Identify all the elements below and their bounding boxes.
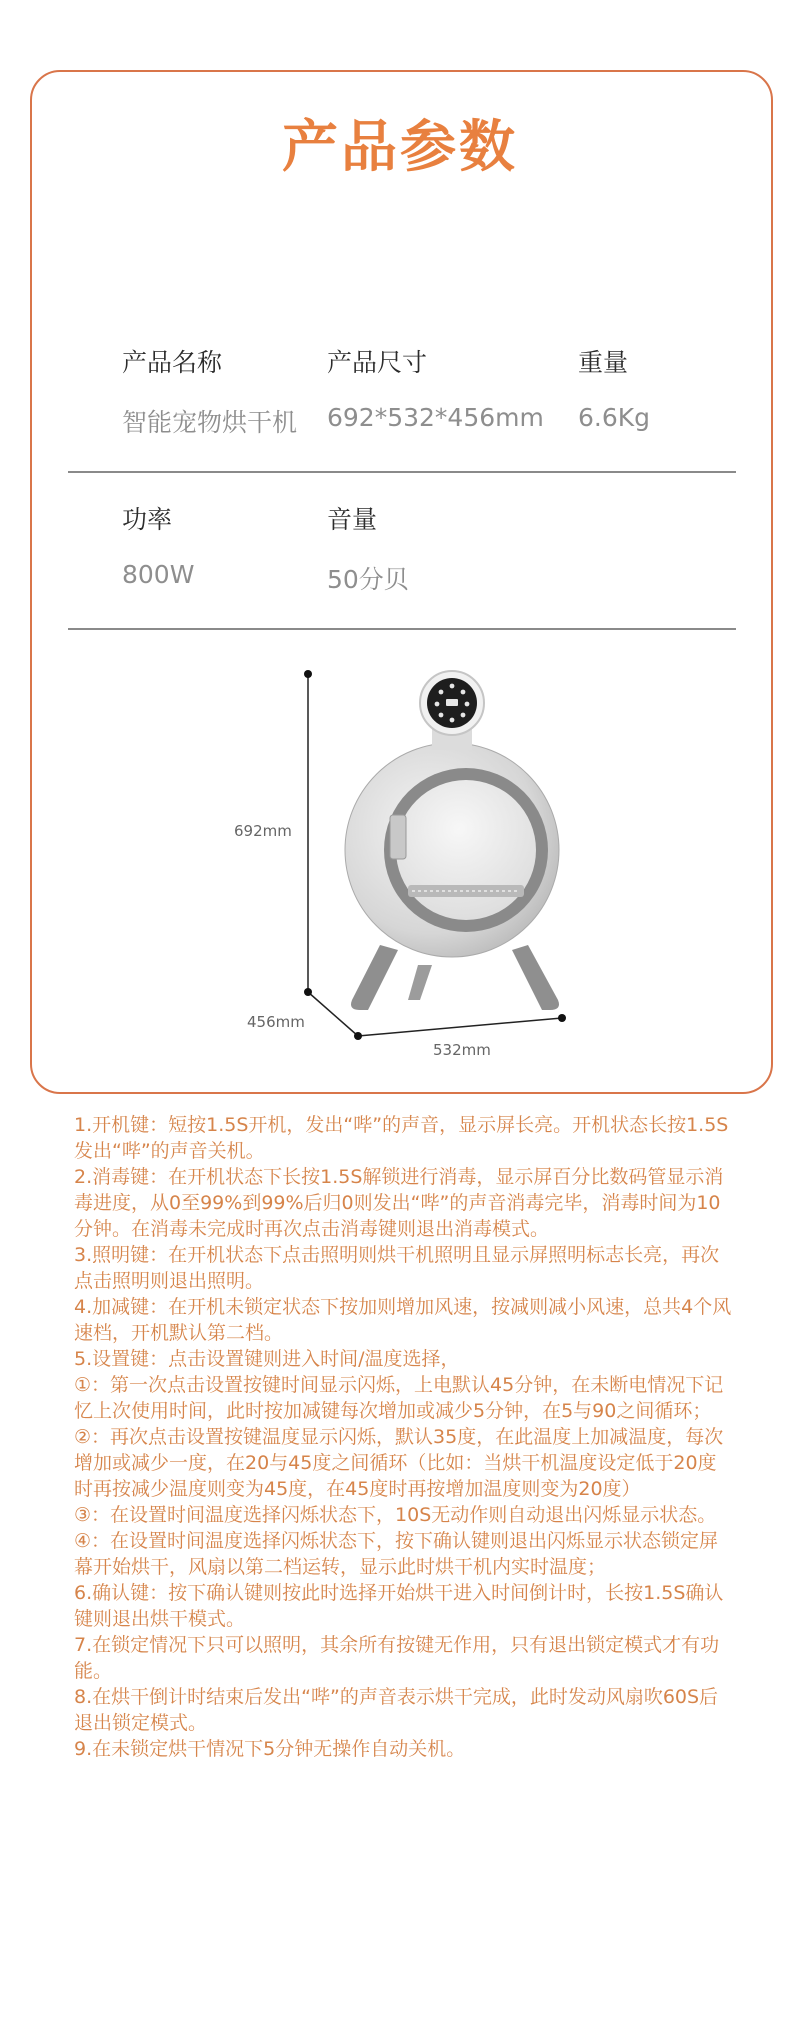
dimension-width-label: 532mm [433, 1041, 491, 1059]
spec-label: 音量 [327, 505, 378, 534]
page-title: 产品参数 [282, 115, 518, 180]
note-item: 4.加减键：在开机未锁定状态下按加则增加风速，按减则减小风速，总共4个风速档，开机默认第二档。 [74, 1296, 732, 1344]
spec-value: 6.6Kg [578, 403, 651, 432]
dimension-depth-label: 456mm [247, 1013, 305, 1031]
spec-product-size [327, 343, 544, 432]
spec-value: 692*532*456mm [327, 403, 544, 432]
note-item: 2.消毒键：在开机状态下长按1.5S解锁进行消毒，显示屏百分比数码管显示消毒进度，从0至99%到99%后归0则发出“哔”的声音消毒完毕，消毒时间为10分钟。在消毒未完成时再次点击消毒键则退出消毒模式。 [74, 1166, 724, 1240]
divider [68, 471, 736, 473]
spec-volume [327, 500, 409, 596]
note-item: 6.确认键：按下确认键则按此时选择开始烘干进入时间倒计时，长按1.5S确认键则退出烘干模式。 [74, 1582, 724, 1630]
note-item: 9.在未锁定烘干情况下5分钟无操作自动关机。 [74, 1738, 466, 1760]
note-item: 1.开机键：短按1.5S开机，发出“哔”的声音，显示屏长亮。开机状态长按1.5S发出“哔”的声音关机。 [74, 1114, 729, 1162]
spec-label: 产品名称 [122, 348, 223, 377]
spec-label: 功率 [122, 505, 173, 534]
spec-power [122, 500, 194, 589]
note-item: ①：第一次点击设置按键时间显示闪烁，上电默认45分钟，在未断电情况下记忆上次使用时间，此时按加减键每次增加或减少5分钟，在5与90之间循环； [74, 1374, 724, 1422]
spec-label: 产品尺寸 [327, 348, 428, 377]
spec-label: 重量 [578, 348, 629, 377]
spec-value: 800W [122, 560, 195, 589]
instruction-notes [74, 1112, 734, 1762]
note-item: 3.照明键：在开机状态下点击照明则烘干机照明且显示屏照明标志长亮，再次点击照明则退出照明。 [74, 1244, 720, 1292]
dimension-height-label: 692mm [234, 822, 292, 840]
note-item: ③：在设置时间温度选择闪烁状态下，10S无动作则自动退出闪烁显示状态。 [74, 1504, 717, 1526]
spec-weight [578, 343, 650, 432]
spec-product-name [122, 343, 297, 439]
door-handle [390, 815, 406, 859]
note-item: 8.在烘干倒计时结束后发出“哔”的声音表示烘干完成，此时发动风扇吹60S后退出锁定模式。 [74, 1686, 719, 1734]
note-item: ②：再次点击设置按键温度显示闪烁，默认35度，在此温度上加减温度，每次增加或减少一度，在20与45度之间循环（比如：当烘干机温度设定低于20度时再按减少温度则变为45度，在45度时再按增加温度则变为20度） [74, 1426, 724, 1500]
spec-value: 50分贝 [327, 565, 409, 594]
note-item: 7.在锁定情况下只可以照明，其余所有按键无作用，只有退出锁定模式才有功能。 [74, 1634, 720, 1682]
note-item: ④：在设置时间温度选择闪烁状态下，按下确认键则退出闪烁显示状态锁定屏幕开始烘干，风扇以第二档运转，显示此时烘干机内实时温度； [74, 1530, 719, 1578]
spec-value: 智能宠物烘干机 [122, 408, 298, 437]
door-window [396, 780, 536, 920]
note-item: 5.设置键：点击设置键则进入时间/温度选择， [74, 1348, 460, 1370]
divider [68, 628, 736, 630]
